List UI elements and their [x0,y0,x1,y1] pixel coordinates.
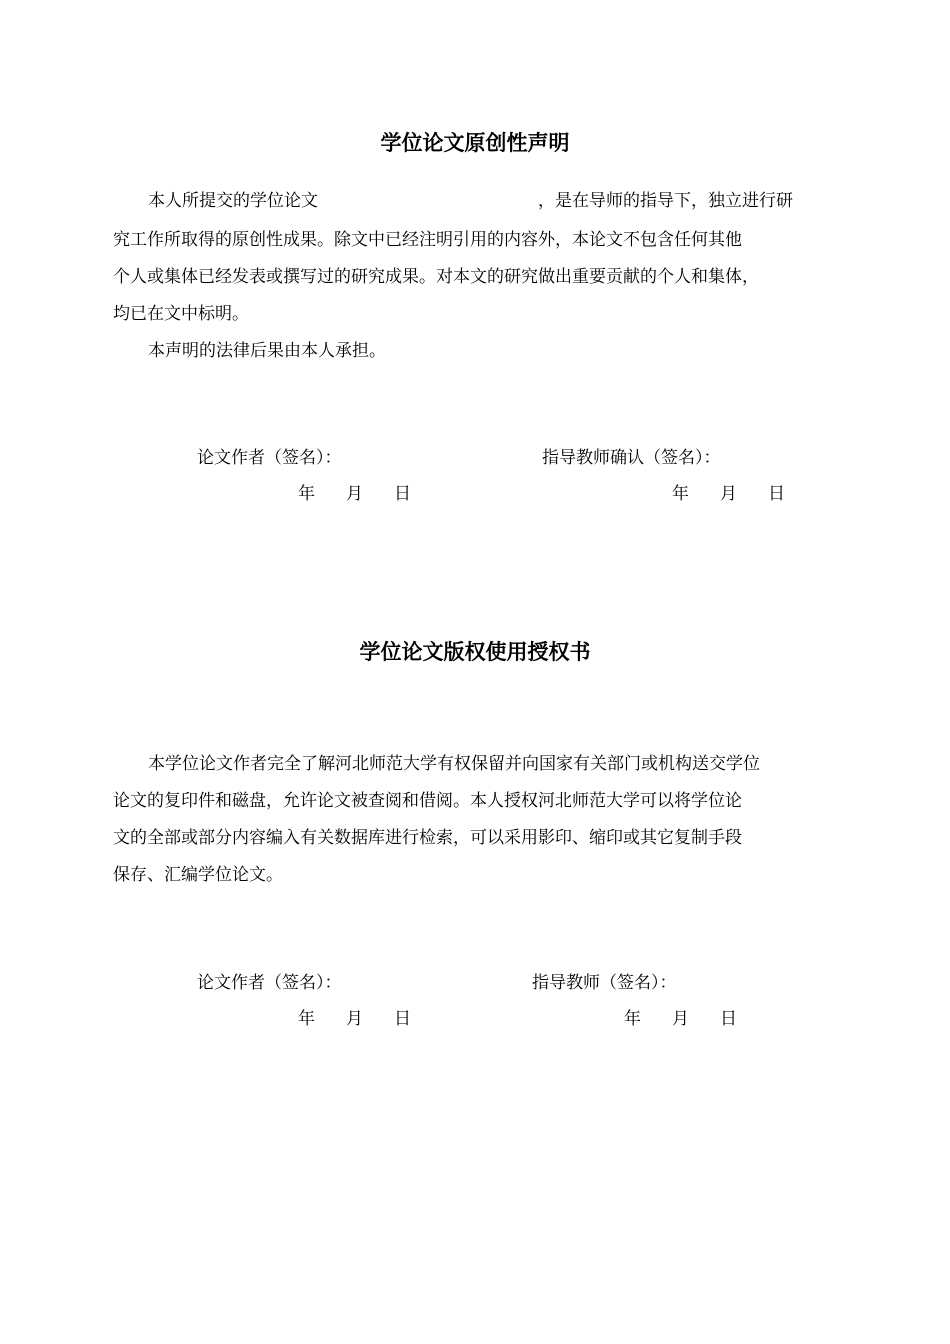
authorization-author-year: 年 [298,1009,315,1029]
authorization-line-1: 本学位论文作者完全了解河北师范大学有权保留并向国家有关部门或机构送交学位 [148,754,760,774]
declaration-line-1b: ，是在导师的指导下，独立进行研 [538,191,793,211]
declaration-author-sign-label: 论文作者（签名）： [197,448,342,468]
declaration-title: 学位论文原创性声明 [380,131,570,155]
authorization-advisor-year: 年 [624,1009,641,1029]
declaration-author-year: 年 [298,484,315,504]
declaration-author-month: 月 [346,484,363,504]
declaration-advisor-sign-label: 指导教师确认（签名）： [542,448,721,468]
declaration-advisor-month: 月 [720,484,737,504]
declaration-line-1a: 本人所提交的学位论文 [148,191,318,211]
declaration-line-4: 均已在文中标明。 [113,304,249,324]
authorization-line-2: 论文的复印件和磁盘，允许论文被查阅和借阅。本人授权河北师范大学可以将学位论 [113,791,742,811]
declaration-line-2: 究工作所取得的原创性成果。除文中已经注明引用的内容外，本论文不包含任何其他 [113,230,742,250]
declaration-line-3: 个人或集体已经发表或撰写过的研究成果。对本文的研究做出重要贡献的个人和集体， [113,267,759,287]
authorization-advisor-day: 日 [720,1009,737,1029]
declaration-author-day: 日 [394,484,411,504]
declaration-advisor-year: 年 [672,484,689,504]
authorization-title: 学位论文版权使用授权书 [359,640,591,664]
authorization-advisor-sign-label: 指导教师（签名）： [532,973,677,993]
authorization-author-sign-label: 论文作者（签名）： [197,973,342,993]
authorization-advisor-month: 月 [672,1009,689,1029]
declaration-advisor-day: 日 [768,484,785,504]
authorization-author-day: 日 [394,1009,411,1029]
authorization-line-4: 保存、汇编学位论文。 [113,865,283,885]
authorization-line-3: 文的全部或部分内容编入有关数据库进行检索，可以采用影印、缩印或其它复制手段 [113,828,742,848]
authorization-author-month: 月 [346,1009,363,1029]
declaration-second-paragraph: 本声明的法律后果由本人承担。 [148,341,386,361]
